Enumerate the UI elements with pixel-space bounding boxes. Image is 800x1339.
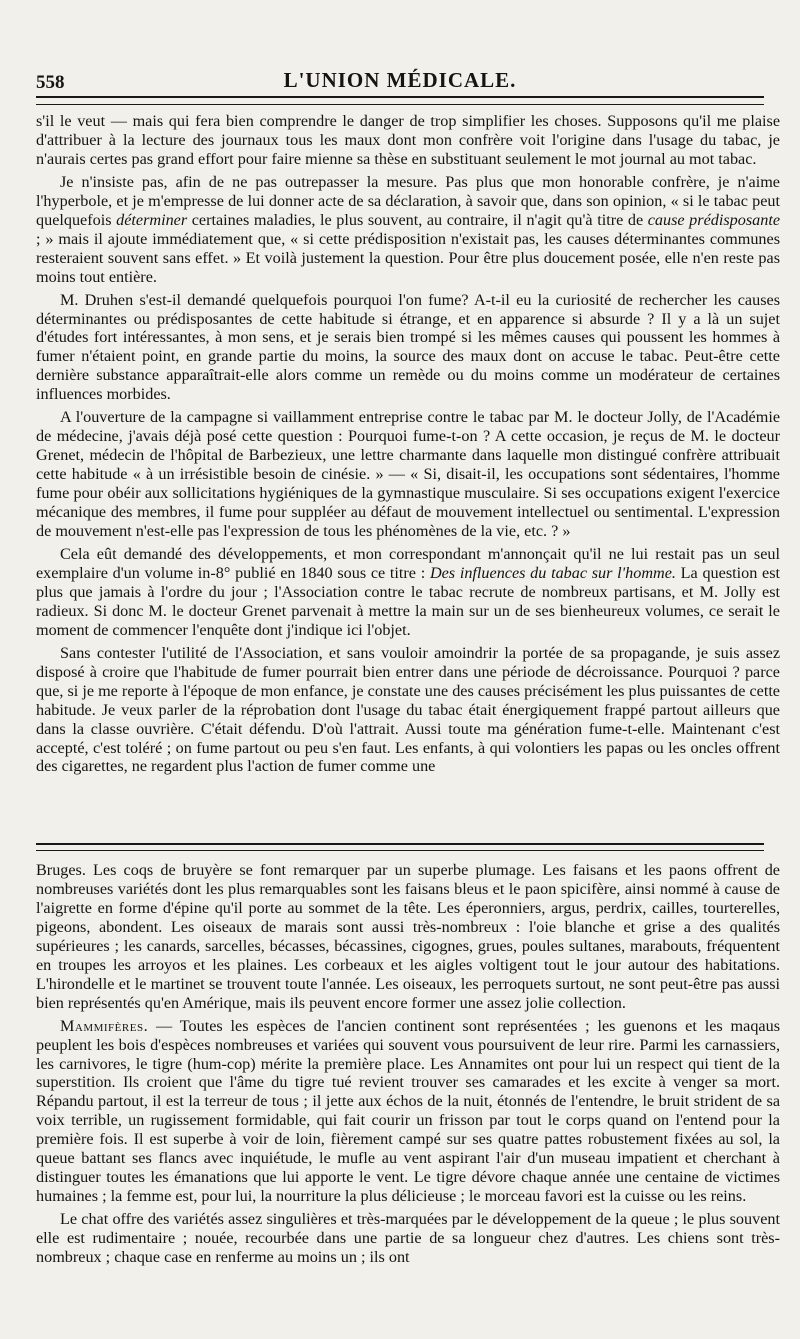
- text-run: Je n'insiste pas, afin de ne pas outrepasser la mesure. Pas plus que mon honorable confrère, je n'aime l'hyperbole, et je m'empresse de lui donner acte de sa déclaration, à savoir que, dans son opinion, « si le tabac peut quelquefois: [36, 172, 780, 229]
- text-run: La question est plus que jamais à l'ordre du jour ; l'Association contre le tabac recrute de nombreux partisans, et M. Jolly est radieux. Si donc M. le docteur Grenet parvenait à mettre la main sur un de ses bienheureux volumes, ce serait le moment de commencer l'enquête dont j'indique ici l'objet.: [36, 563, 780, 639]
- paragraph: [36, 173, 780, 287]
- italic-title: Des influences du tabac sur l'homme.: [429, 563, 676, 582]
- page-number: 558: [36, 72, 65, 93]
- text-run: ; » mais il ajoute immédiatement que, « si cette prédisposition n'existait pas, les causes déterminantes communes resteraient souvent sans effet. » Et voilà justement la question. Pour être plus doucement posée, elle n'en reste pas moins tout entière.: [36, 229, 780, 286]
- header-rule-thick: [36, 96, 764, 98]
- text-run: — Toutes les espèces de l'ancien continent sont représentées ; les guenons et les maqaus peuplent les bois d'espèces nombreuses et variées qui souvent vous poursuivent de leur rire. Parmi les carnassiers, les carnivores, le tigre (hum-cop) mérite la première place. Les Annamites ont pour lui un respect qui tient de la superstition. Ils croient que l'âme du tigre tué revient trouver ses camarades et les excite à venger sa mort. Répandu partout, il est la terreur de tous ; il jette aux échos de la nuit, étonnés de l'entendre, le bruit strident de sa voix terrible, un rugissement formidable, qui fait courir un frisson par tout le corps quand on l'entend pour la première fois. Il est superbe à voir de loin, fièrement campé sur ses quatre pattes robustement fixées au sol, la queue battant ses flancs avec inquiétude, le mufle au vent aspirant l'air d'un museau impatient et cherchant à distinguer toutes les émanations que lui apporte le vent. Le tigre dévore chaque année une centaine de victimes humaines ; la femme est, pour lui, la nourriture la plus délicieuse ; le morceau favori est la cuisse ou les reins.: [36, 1016, 780, 1206]
- section-heading: Mammifères.: [60, 1016, 149, 1035]
- section-rule-thick: [36, 843, 764, 845]
- running-title: L'UNION MÉDICALE.: [283, 68, 517, 92]
- paragraph: s'il le veut — mais qui fera bien comprendre le danger de trop simplifier les choses. Supposons qu'il me plaise d'attribuer à la lecture des journaux tous les maux dont mon confrère voit l'origine dans l'usage du tabac, je n'aurais certes pas grand effort pour faire mienne sa thèse en substituant seulement le mot journal au mot tabac.: [36, 112, 780, 168]
- paragraph: A l'ouverture de la campagne si vaillamment entreprise contre le tabac par M. le docteur Jolly, de l'Académie de médecine, j'avais déjà posé cette question : Pourquoi fume-t-on ? A cette occasion, je reçus de M. le docteur Grenet, médecin de l'hôpital de Barbezieux, une lettre charmante dans laquelle mon distingué confrère attribuait cette habitude « à un irrésistible besoin de cinésie. » — « Si, disait-il, les occupations sont sédentaires, l'homme fume pour obéir aux sollicitations hygiéniques de la gymnastique musculaire. Si ses occupations exigent l'exercice mécanique des membres, il fume pour suppléer au défaut de mouvement intellectuel ou sentimental. L'expression de mouvement n'est-elle pas l'expression de tous les phénomènes de la vie, etc. ? »: [36, 408, 780, 541]
- header-rule-thin: [36, 104, 764, 105]
- text-run: Cela eût demandé des développements, et mon correspondant m'annonçait qu'il ne lui restait pas un seul exemplaire d'un volume in-8° publié en 1840 sous ce titre :: [36, 544, 780, 582]
- paragraph: Bruges. Les coqs de bruyère se font remarquer par un superbe plumage. Les faisans et les paons offrent de nombreuses variétés dont les plus remarquables sont les faisans bleus et le paon spicifère, ainsi nommé à cause de l'aigrette en forme d'épine qu'il porte au sommet de la tête. Les éperonniers, argus, perdrix, cailles, tourterelles, pigeons, abondent. Les oiseaux de marais sont aussi très-nombreux : l'oie blanche et grise a des qualités supérieures ; les canards, sarcelles, bécasses, bécassines, cigognes, grues, poules sultanes, marabouts, fréquentent en troupes les arroyos et les plaines. Les corbeaux et les aigles voltigent tout le jour autour des habitations. L'hirondelle et le martinet se trouvent toute l'année. Les oiseaux, les perroquets surtout, ne sont peut-être pas aussi bien représentés qu'en Amérique, mais ils peuvent encore former une assez jolie collection.: [36, 861, 780, 1012]
- paragraph: [36, 1017, 780, 1207]
- section-rule-thin: [36, 850, 764, 851]
- paragraph: [36, 545, 780, 640]
- paragraph: M. Druhen s'est-il demandé quelquefois pourquoi l'on fume? A-t-il eu la curiosité de rechercher les causes déterminantes ou prédisposantes de cette habitude si étrange, et en apparence si absurde ? Il y a là un sujet d'études fort intéressantes, à mon sens, et je serais bien trompé si les mêmes causes qui poussent les hommes à fumer n'étaient point, en grande partie du moins, la source des maux dont on accuse le tabac. Peut-être cette dernière substance apparaîtrait-elle alors comme un remède ou du moins comme un modérateur de certaines influences morbides.: [36, 290, 780, 404]
- text-run: certaines maladies, le plus souvent, au contraire, il n'agit qu'à titre de: [187, 210, 648, 229]
- paragraph: Sans contester l'utilité de l'Association, et sans vouloir amoindrir la portée de sa propagande, je suis assez disposé à croire que l'habitude de fumer pourrait bien entrer dans une période de décroissance. Pourquoi ? parce que, si je me reporte à l'époque de mon enfance, je constate une des causes précisément les plus puissantes de cette habitude. Je veux parler de la réprobation dont l'usage du tabac était énergiquement frappé partout ailleurs que dans la classe ouvrière. C'était défendu. D'où l'attrait. Aussi toute ma génération fume-t-elle. Maintenant c'est accepté, c'est toléré ; on fume partout ou peu s'en faut. Les enfants, à qui volontiers les papas ou les oncles offrent des cigarettes, ne regardent plus l'action de fumer comme une: [36, 643, 780, 776]
- page-header: [36, 64, 764, 96]
- feuilleton-body: [36, 861, 780, 1267]
- paragraph: Le chat offre des variétés assez singulières et très-marquées par le développement de la queue ; le plus souvent elle est rudimentaire ; nouée, recourbée dans une partie de sa longueur chez d'autres. Les chiens sont très-nombreux ; chaque case en renferme au moins un ; ils ont: [36, 1210, 780, 1267]
- italic-term: déterminer: [116, 210, 188, 229]
- article-body: [36, 112, 780, 776]
- italic-term: cause prédisposante: [647, 210, 781, 229]
